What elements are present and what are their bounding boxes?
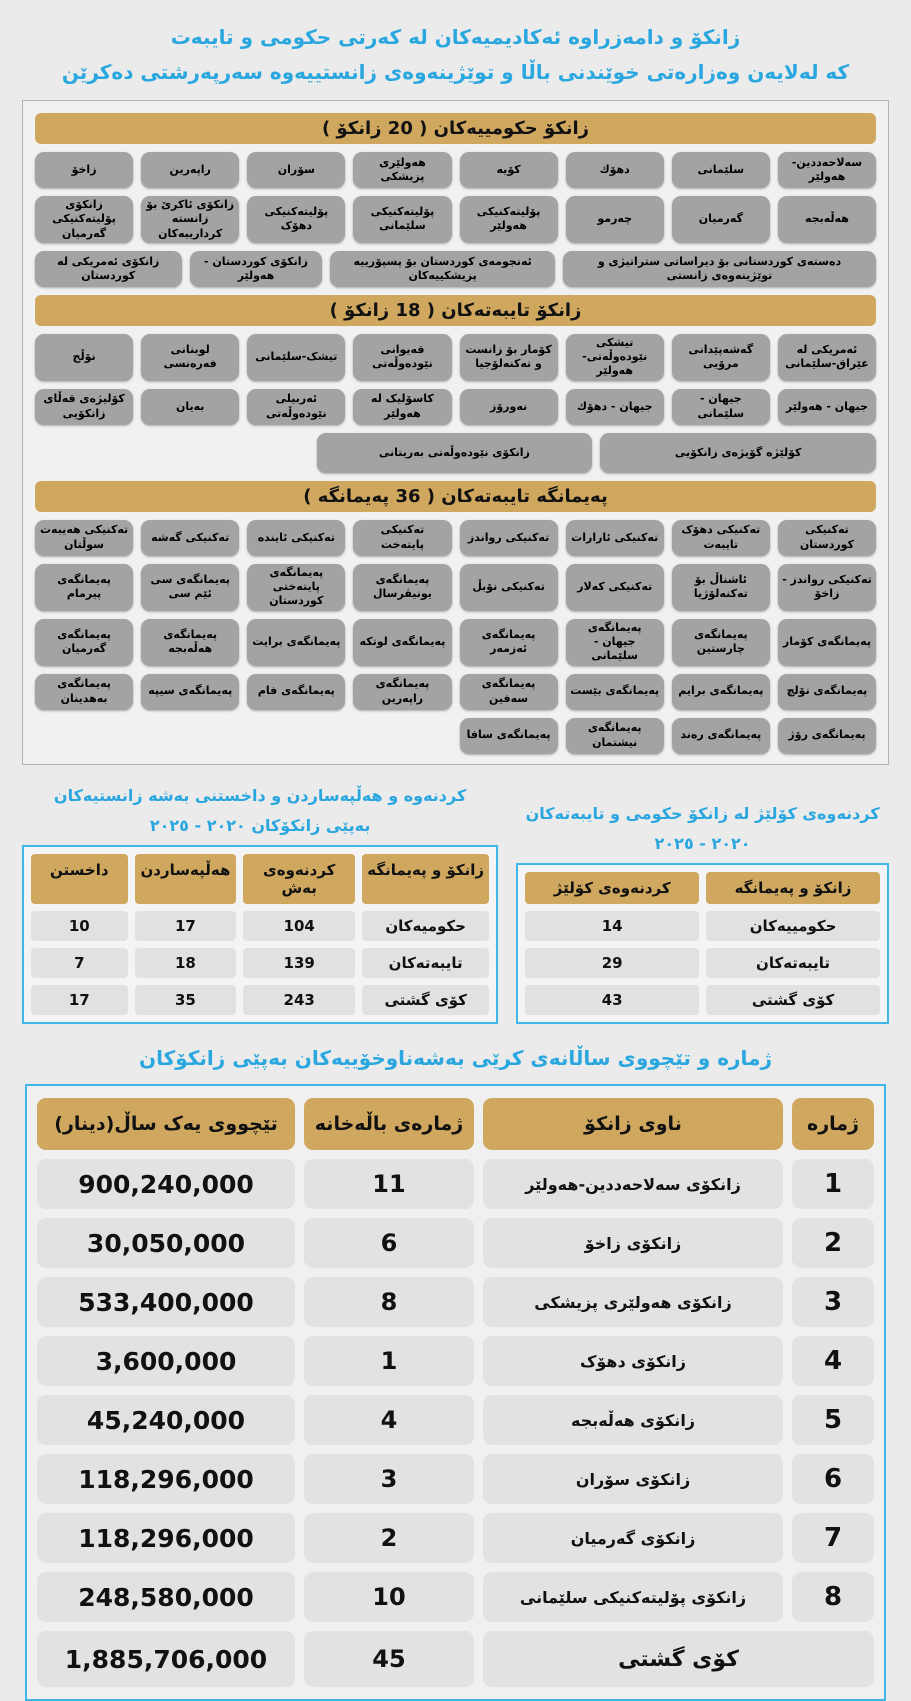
college-openings-table — [516, 863, 889, 1024]
section-gov-universities — [35, 113, 876, 287]
college-openings-title — [516, 799, 889, 860]
column-header-cell: ناوی زانکۆ — [483, 1098, 783, 1150]
institution-chip: بەیان — [141, 389, 239, 425]
institution-chip: ئەربیلی نێودەوڵەتی — [247, 389, 345, 425]
college-openings-block — [516, 799, 889, 1025]
chip-row — [35, 433, 876, 473]
university-name-cell: زانکۆی دهۆک — [483, 1336, 783, 1386]
building-count-cell: 4 — [304, 1395, 474, 1445]
institution-chip: پۆلیتەکنیکی دهۆک — [247, 196, 345, 243]
institution-chip: جیهان - سلێمانی — [672, 389, 770, 425]
university-name-cell: زانکۆی سەلاحەددین-هەولێر — [483, 1159, 783, 1209]
institution-chip: زانکۆی ئەمریکی لە کوردستان — [35, 251, 182, 287]
institution-chip: جیهان - هەولێر — [778, 389, 876, 425]
value-cell: 104 — [243, 911, 355, 941]
chip-row — [35, 334, 876, 381]
institution-chip: کاسۆلیک لە هەولێر — [353, 389, 451, 425]
annual-cost-cell: 45,240,000 — [37, 1395, 295, 1445]
building-count-cell: 1 — [304, 1336, 474, 1386]
chip-row — [35, 619, 876, 666]
institution-chip: دەستەی کوردستانی بۆ دیراساتی ستراتیژی و توێژینەوەی زانستی — [563, 251, 876, 287]
row-label-cell: کۆی گشتی — [706, 985, 880, 1015]
column-header-cell: هەڵپەساردن — [135, 854, 237, 904]
private-universities-grid — [35, 334, 876, 473]
page-title — [0, 0, 911, 90]
institution-chip: کۆلێژە گۆیژەی زانکۆیی — [600, 433, 876, 473]
institution-chip: زانکۆی نێودەوڵەتی بەریتانی — [317, 433, 593, 473]
chip-row — [35, 196, 876, 243]
dept-changes-block — [22, 781, 498, 1025]
column-header-cell: زانکۆ و پەیمانگە — [706, 872, 880, 904]
value-cell: 10 — [31, 911, 128, 941]
institution-chip: پەیمانگەی چارستین — [672, 619, 770, 666]
institution-chip: نۆڵج — [35, 334, 133, 381]
row-number-cell: 1 — [792, 1159, 874, 1209]
institution-chip: تەکنیکی دهۆک تایبەت — [672, 520, 770, 556]
value-cell: 243 — [243, 985, 355, 1015]
total-label-cell: کۆی گشتی — [483, 1631, 874, 1687]
institution-chip: پەیمانگەی ئەزمەر — [460, 619, 558, 666]
annual-cost-cell: 3,600,000 — [37, 1336, 295, 1386]
institution-chip: کۆمار بۆ زانست و تەکنەلۆجیا — [460, 334, 558, 381]
institution-chip: دهۆك — [566, 152, 664, 188]
section-private-institutes — [35, 481, 876, 754]
institution-chip: سۆران — [247, 152, 345, 188]
institution-chip: هەڵەبجە — [778, 196, 876, 243]
university-name-cell: زانکۆی پۆلیتەکنیکی سلێمانی — [483, 1572, 783, 1622]
institution-chip: پۆلیتەکنیکی هەولێر — [460, 196, 558, 243]
institution-chip: پەیمانگەی لوتکە — [353, 619, 451, 666]
institution-chip: پەیمانگەی سافا — [460, 718, 558, 754]
row-number-cell: 7 — [792, 1513, 874, 1563]
row-number-cell: 2 — [792, 1218, 874, 1268]
row-number-cell: 6 — [792, 1454, 874, 1504]
chip-row — [35, 564, 876, 611]
total-annual-cost-cell: 1,885,706,000 — [37, 1631, 295, 1687]
institution-chip: کۆلیژەی قەڵای زانکۆیی — [35, 389, 133, 425]
institution-chip: گەرمیان — [672, 196, 770, 243]
mid-tables-row — [22, 781, 889, 1025]
institution-chip: پەیمانگەی سەفین — [460, 674, 558, 710]
value-cell: 7 — [31, 948, 128, 978]
value-cell: 17 — [135, 911, 237, 941]
value-cell: 43 — [525, 985, 699, 1015]
gov-universities-grid — [35, 152, 876, 287]
institution-chip: تەکنیکی پایتەخت — [353, 520, 451, 556]
university-name-cell: زانکۆی هەڵەبجە — [483, 1395, 783, 1445]
institution-chip: پەیمانگەی رۆژ — [778, 718, 876, 754]
row-label-cell: تایبەتەکان — [706, 948, 880, 978]
institution-chip: تەکنیکی گەشە — [141, 520, 239, 556]
row-label-cell: کۆی گشتی — [362, 985, 489, 1015]
institution-chip: نەورۆز — [460, 389, 558, 425]
institution-chip: پەیمانگەی رەند — [672, 718, 770, 754]
institution-chip: تەکنیکی کوردستان — [778, 520, 876, 556]
private-universities-header: زانکۆ تایبەتەکان ( 18 زانکۆ ) — [35, 295, 876, 326]
institution-chip: پەیمانگەی هەڵەبجە — [141, 619, 239, 666]
college-openings-title-line1: کردنەوەی کۆلێژ لە زانکۆ حکومی و تایبەتەکان — [525, 803, 880, 823]
column-header-cell: تێچووی یەک ساڵ(دینار) — [37, 1098, 295, 1150]
section-private-universities — [35, 295, 876, 473]
institution-chip: تیشک-سلێمانی — [247, 334, 345, 381]
value-cell: 18 — [135, 948, 237, 978]
private-institutes-header: پەیمانگە تایبەتەکان ( 36 پەیمانگە ) — [35, 481, 876, 512]
building-count-cell: 11 — [304, 1159, 474, 1209]
institution-chip: تەکنیکی هەیبەت سوڵتان — [35, 520, 133, 556]
institution-chip: پەیمانگەی نۆلچ — [778, 674, 876, 710]
value-cell: 14 — [525, 911, 699, 941]
institution-chip: پۆلیتەکنیکی سلێمانی — [353, 196, 451, 243]
column-header-cell: داخستن — [31, 854, 128, 904]
value-cell: 139 — [243, 948, 355, 978]
dorm-cost-table — [25, 1084, 886, 1701]
chip-row — [35, 718, 876, 754]
dept-changes-title-years: بەپێی زانکۆکان ٢٠٢٠ - ٢٠٢٥ — [149, 815, 371, 835]
institution-chip: چەرمو — [566, 196, 664, 243]
annual-cost-cell: 900,240,000 — [37, 1159, 295, 1209]
dept-changes-title — [22, 781, 498, 842]
university-name-cell: زانکۆی هەولێری پزیشکی — [483, 1277, 783, 1327]
institution-chip: زانکۆی ئاکرێ بۆ زانستە کردارییەکان — [141, 196, 239, 243]
page-title-line2: کە لەلایەن وەزارەتی خوێندنی باڵا و توێژینەوەی زانستییەوە سەرپەرشتی دەکرێن — [61, 60, 850, 84]
institution-chip: تیشکی نێودەوڵەتی-هەولێر — [566, 334, 664, 381]
institution-chip: پەیمانگەی بەهدینان — [35, 674, 133, 710]
value-cell: 29 — [525, 948, 699, 978]
institution-chip: راپەرین — [141, 152, 239, 188]
university-name-cell: زانکۆی گەرمیان — [483, 1513, 783, 1563]
annual-cost-cell: 533,400,000 — [37, 1277, 295, 1327]
column-header-cell: ژماره — [792, 1098, 874, 1150]
institution-chip: جیهان - دهۆك — [566, 389, 664, 425]
dept-changes-table — [22, 845, 498, 1024]
annual-cost-cell: 30,050,000 — [37, 1218, 295, 1268]
chip-row — [35, 152, 876, 188]
column-header-cell: کردنەوەی بەش — [243, 854, 355, 904]
row-number-cell: 8 — [792, 1572, 874, 1622]
institution-chip: پەیمانگەی پایتەختی کوردستان — [247, 564, 345, 611]
institution-chip: هەولێری پزیشکی — [353, 152, 451, 188]
chip-row — [35, 251, 876, 287]
institution-chip: تەکنیکی نۆبڵ — [460, 564, 558, 611]
institutions-panel — [22, 100, 889, 765]
institution-chip: پەیمانگەی سیپە — [141, 674, 239, 710]
institution-chip: تەکنیکی ئارارات — [566, 520, 664, 556]
institution-chip: تەکنیکی رواندز - زاخۆ — [778, 564, 876, 611]
column-header-cell: ژمارەی باڵەخانە — [304, 1098, 474, 1150]
institution-chip: تەکنیکی کەلار — [566, 564, 664, 611]
institution-chip: کۆیە — [460, 152, 558, 188]
building-count-cell: 8 — [304, 1277, 474, 1327]
institution-chip: تەکنیکی ئایندە — [247, 520, 345, 556]
building-count-cell: 2 — [304, 1513, 474, 1563]
row-label-cell: حکومییەکان — [706, 911, 880, 941]
annual-cost-cell: 248,580,000 — [37, 1572, 295, 1622]
column-header-cell: کردنەوەی کۆلێژ — [525, 872, 699, 904]
institution-chip: ئاشناڵ بۆ تەکنەلۆژیا — [672, 564, 770, 611]
institution-chip: ئەنجومەی کوردستان بۆ پسپۆرییە پزیشکییەکان — [330, 251, 555, 287]
institution-chip: پەیمانگەی برایت — [247, 619, 345, 666]
value-cell: 17 — [31, 985, 128, 1015]
chip-row — [35, 520, 876, 556]
row-number-cell: 3 — [792, 1277, 874, 1327]
row-label-cell: حکومیەکان — [362, 911, 489, 941]
dept-changes-title-line1: کردنەوە و هەڵپەساردن و داخستنی بەشە زانستیەکان — [53, 785, 467, 805]
row-number-cell: 4 — [792, 1336, 874, 1386]
institution-chip: زانکۆی کوردستان - هەولێر — [190, 251, 323, 287]
university-name-cell: زانکۆی سۆران — [483, 1454, 783, 1504]
institution-chip: لوبنانی فەرەنسی — [141, 334, 239, 381]
institution-chip: زانکۆی پۆلیتەکنیکی گەرمیان — [35, 196, 133, 243]
institution-chip: پەیمانگەی نیشتمان — [566, 718, 664, 754]
page-title-line1: زانکۆ و دامەزراوە ئەکادیمیەکان لە کەرتی حکومی و تایبەت — [170, 25, 741, 49]
institution-chip: زاخۆ — [35, 152, 133, 188]
chip-row — [35, 389, 876, 425]
column-header-cell: زانکۆ و پەیمانگە — [362, 854, 489, 904]
gov-universities-header: زانکۆ حکومییەکان ( 20 زانکۆ ) — [35, 113, 876, 144]
building-count-cell: 3 — [304, 1454, 474, 1504]
annual-cost-cell: 118,296,000 — [37, 1454, 295, 1504]
institution-chip: پەیمانگەی بێست — [566, 674, 664, 710]
institution-chip: گەشەپێدانی مرۆیی — [672, 334, 770, 381]
building-count-cell: 6 — [304, 1218, 474, 1268]
institution-chip: سلێمانی — [672, 152, 770, 188]
institution-chip: پەیمانگەی برایم — [672, 674, 770, 710]
institution-chip: پەیمانگەی فام — [247, 674, 345, 710]
college-openings-title-years: ٢٠٢٠ - ٢٠٢٥ — [654, 833, 751, 853]
value-cell: 35 — [135, 985, 237, 1015]
institution-chip: پەیمانگەی گەرمیان — [35, 619, 133, 666]
institution-chip: پەیمانگەی کۆمار — [778, 619, 876, 666]
building-count-cell: 10 — [304, 1572, 474, 1622]
row-label-cell: تایبەتەکان — [362, 948, 489, 978]
annual-cost-cell: 118,296,000 — [37, 1513, 295, 1563]
institution-chip: ئەمریکی لە عێراق-سلێمانی — [778, 334, 876, 381]
institution-chip: پەیمانگەی پیرمام — [35, 564, 133, 611]
chip-row — [35, 674, 876, 710]
institution-chip: پەیمانگەی یونیڤرسال — [353, 564, 451, 611]
institution-chip: پەیمانگەی جیهان - سلێمانی — [566, 619, 664, 666]
row-number-cell: 5 — [792, 1395, 874, 1445]
institution-chip: قەیوانی نێودەوڵەتی — [353, 334, 451, 381]
institution-chip: تەکنیکی رواندز — [460, 520, 558, 556]
private-institutes-grid — [35, 520, 876, 754]
total-building-count-cell: 45 — [304, 1631, 474, 1687]
institution-chip: پەیمانگەی راپەرین — [353, 674, 451, 710]
university-name-cell: زانکۆی زاخۆ — [483, 1218, 783, 1268]
institution-chip: سەلاحەددین-هەولێر — [778, 152, 876, 188]
dorm-cost-title: ژماره و تێچووی ساڵانەی کرێی بەشەناوخۆییەکان بەپێی زانکۆکان — [139, 1046, 772, 1071]
institution-chip: پەیمانگەی سی ئێم سی — [141, 564, 239, 611]
